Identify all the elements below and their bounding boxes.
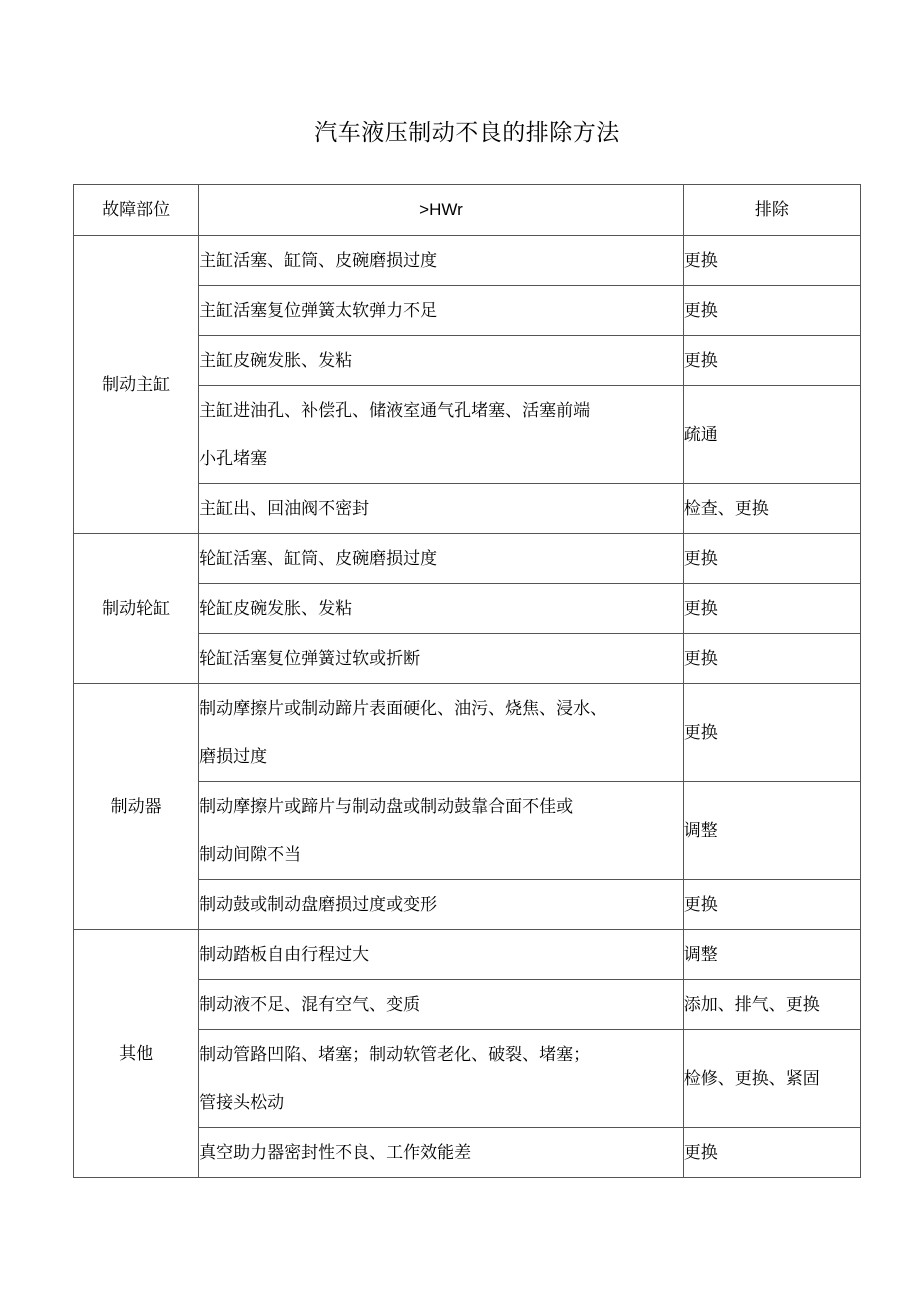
- fault-cause: 轮缸活塞复位弹簧过软或折断: [199, 634, 684, 684]
- remedy: 更换: [683, 286, 860, 336]
- remedy: 更换: [683, 534, 860, 584]
- fault-cause-line-2: 管接头松动: [199, 1092, 285, 1113]
- fault-cause: [199, 782, 684, 880]
- remedy: 更换: [683, 880, 860, 930]
- page-title: 汽车液压制动不良的排除方法: [314, 120, 620, 146]
- remedy: 调整: [683, 930, 860, 980]
- fault-cause: 主缸出、回油阀不密封: [199, 484, 684, 534]
- table-row: [74, 236, 861, 286]
- fault-part-wheel-cylinder: 制动轮缸: [74, 534, 199, 684]
- fault-cause: 制动液不足、混有空气、变质: [199, 980, 684, 1030]
- table-header-row: [74, 185, 861, 236]
- fault-cause: [199, 1030, 684, 1128]
- fault-cause: 主缸活塞、缸筒、皮碗磨损过度: [199, 236, 684, 286]
- fault-cause-line-2: 小孔堵塞: [199, 448, 268, 469]
- fault-table: [73, 184, 861, 1178]
- remedy: 更换: [683, 236, 860, 286]
- table-row: [74, 684, 861, 782]
- fault-cause-line-1: 主缸进油孔、补偿孔、储液室通气孔堵塞、活塞前端: [199, 400, 591, 421]
- header-fault-cause: >HWr: [199, 185, 684, 236]
- fault-cause: 轮缸活塞、缸筒、皮碗磨损过度: [199, 534, 684, 584]
- remedy: 添加、排气、更换: [683, 980, 860, 1030]
- fault-cause: 主缸活塞复位弹簧太软弹力不足: [199, 286, 684, 336]
- fault-cause-line-2: 制动间隙不当: [199, 844, 302, 865]
- remedy: 调整: [683, 782, 860, 880]
- fault-cause-line-1: 制动摩擦片或蹄片与制动盘或制动鼓靠合面不佳或: [199, 796, 574, 817]
- remedy: 检查、更换: [683, 484, 860, 534]
- remedy: 更换: [683, 684, 860, 782]
- table-row: [74, 534, 861, 584]
- fault-cause: 主缸皮碗发胀、发粘: [199, 336, 684, 386]
- fault-cause: 真空助力器密封性不良、工作效能差: [199, 1128, 684, 1178]
- fault-part-master-cylinder: 制动主缸: [74, 236, 199, 534]
- remedy: 检修、更换、紧固: [683, 1030, 860, 1128]
- fault-cause-line-1: 制动摩擦片或制动蹄片表面硬化、油污、烧焦、浸水、: [199, 698, 608, 719]
- fault-cause-line-1: 制动管路凹陷、堵塞；制动软管老化、破裂、堵塞；: [199, 1044, 591, 1065]
- fault-cause: 制动鼓或制动盘磨损过度或变形: [199, 880, 684, 930]
- remedy: 更换: [683, 634, 860, 684]
- header-fault-part: 故障部位: [74, 185, 199, 236]
- remedy: 疏通: [683, 386, 860, 484]
- table-row: [74, 930, 861, 980]
- fault-cause: 制动踏板自由行程过大: [199, 930, 684, 980]
- remedy: 更换: [683, 336, 860, 386]
- fault-cause-line-2: 磨损过度: [199, 746, 268, 767]
- fault-cause: [199, 386, 684, 484]
- fault-cause: [199, 684, 684, 782]
- fault-part-other: 其他: [74, 930, 199, 1178]
- header-remedy: 排除: [683, 185, 860, 236]
- remedy: 更换: [683, 584, 860, 634]
- fault-cause: 轮缸皮碗发胀、发粘: [199, 584, 684, 634]
- fault-part-brake: 制动器: [74, 684, 199, 930]
- remedy: 更换: [683, 1128, 860, 1178]
